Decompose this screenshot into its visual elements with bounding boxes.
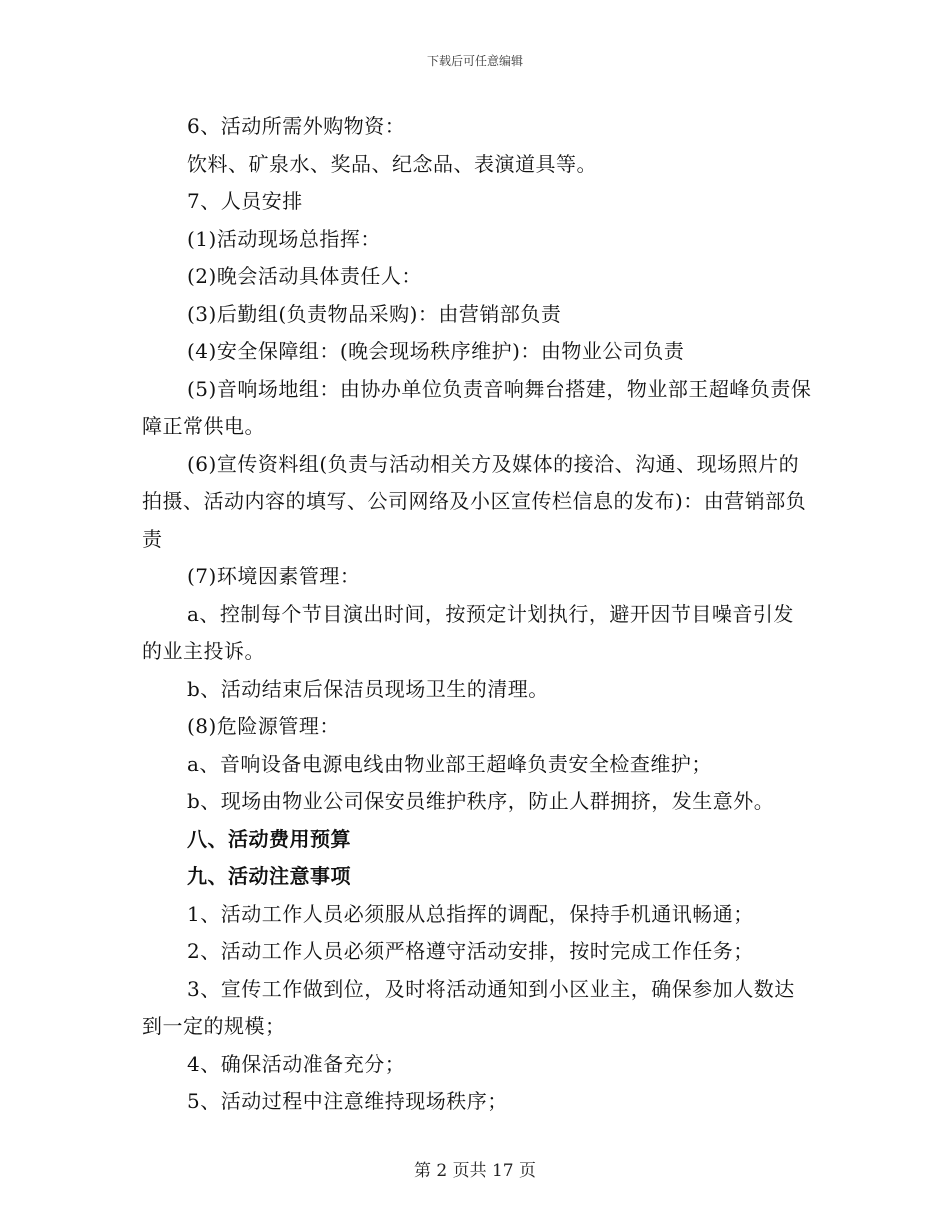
notice-item-1: 1、活动工作人员必须服从总指挥的调配，保持手机通讯畅通； (187, 901, 754, 926)
staff-item-3: (3)后勤组(负责物品采购)：由营销部负责 (187, 301, 562, 326)
staff-item-5: (5)音响场地组：由协办单位负责音响舞台搭建，物业部王超峰负责保障正常供电。 (142, 376, 812, 438)
notice-item-2: 2、活动工作人员必须严格遵守活动安排，按时完成工作任务； (187, 939, 754, 963)
page-header: 下载后可任意编辑 (426, 54, 523, 68)
hazard-item-b: b、现场由物业公司保安员维护秩序，防止人群拥挤，发生意外。 (187, 789, 775, 813)
list-item-6-title: 6、活动所需外购物资： (187, 114, 406, 138)
section-heading-9: 九、活动注意事项 (187, 864, 351, 888)
environment-item-b: b、活动结束后保洁员现场卫生的清理。 (187, 676, 549, 701)
staff-item-6: (6)宣传资料组(负责与活动相关方及媒体的接洽、沟通、现场照片的拍摄、活动内容的填写、公司网络及小区宣传栏信息的发布)：由营销部负责 (142, 451, 807, 551)
notice-item-5: 5、活动过程中注意维持现场秩序； (187, 1089, 508, 1113)
list-item-7-title: 7、人员安排 (187, 189, 303, 213)
notice-item-4: 4、确保活动准备充分； (187, 1051, 406, 1076)
staff-item-4: (4)安全保障组：(晚会现场秩序维护)：由物业公司负责 (187, 339, 685, 363)
environment-item-a: a、控制每个节目演出时间，按预定计划执行，避开因节目噪音引发的业主投诉。 (142, 601, 794, 663)
section-heading-8: 八、活动费用预算 (187, 826, 351, 851)
staff-item-1: (1)活动现场总指挥： (187, 226, 381, 251)
staff-item-7: (7)环境因素管理： (187, 564, 361, 588)
page-footer: 第 2 页共 17 页 (413, 1161, 537, 1181)
notice-item-3: 3、宣传工作做到位，及时将活动通知到小区业主，确保参加人数达到一定的规模； (142, 976, 795, 1038)
hazard-item-a: a、音响设备电源电线由物业部王超峰负责安全检查维护； (187, 751, 712, 776)
document-body (142, 108, 814, 1121)
purchase-items: 饮料、矿泉水、奖品、纪念品、表演道具等。 (187, 151, 597, 176)
staff-item-2: (2)晚会活动具体责任人： (187, 264, 422, 288)
staff-item-8: (8)危险源管理： (187, 714, 340, 738)
